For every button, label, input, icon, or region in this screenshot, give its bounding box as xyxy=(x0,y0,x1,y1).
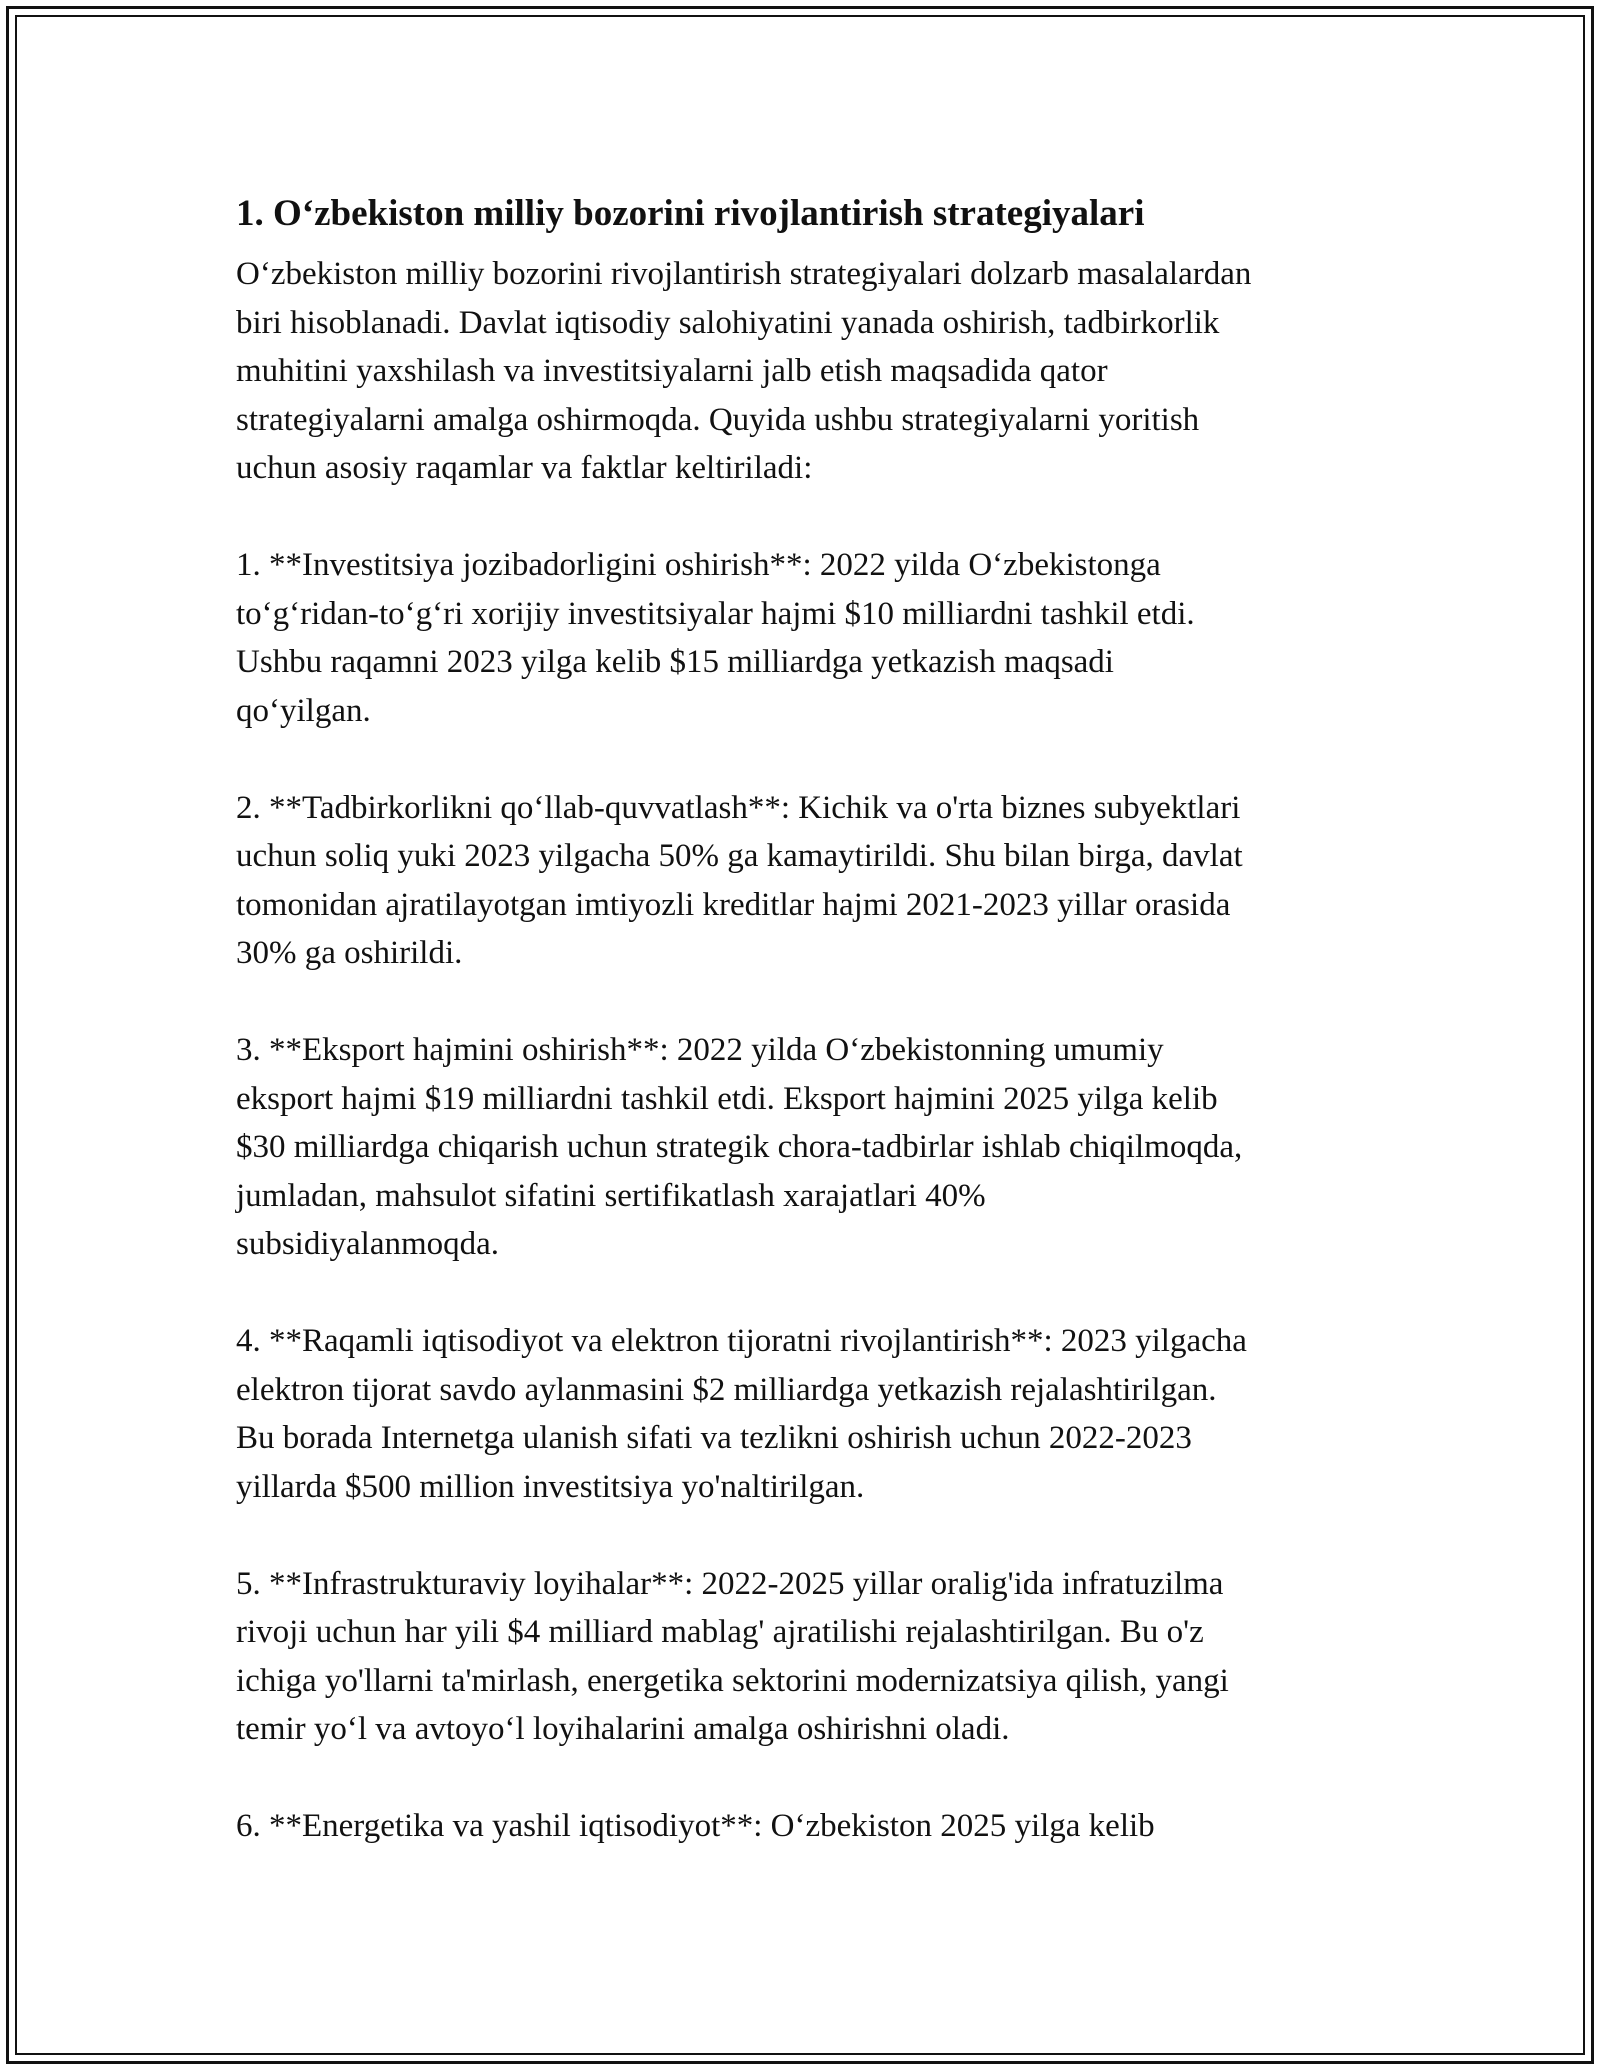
text-line: 3. **Eksport hajmini oshirish**: 2022 yilda O‘zbekistonning umumiy xyxy=(236,1032,1164,1068)
list-item-digital-economy xyxy=(236,1317,1376,1511)
text-line: qo‘yilgan. xyxy=(236,692,371,729)
text-line: elektron tijorat savdo aylanmasini $2 milliardga yetkazish rejalashtirilgan. xyxy=(236,1371,1217,1408)
list-item-export xyxy=(236,1026,1376,1269)
list-item-energy xyxy=(236,1802,1376,1851)
text-line: 6. **Energetika va yashil iqtisodiyot**: O‘zbekiston 2025 yilga kelib xyxy=(236,1808,1155,1844)
text-line: Ushbu raqamni 2023 yilga kelib $15 milliardga yetkazish maqsadi xyxy=(236,644,1114,680)
text-line: 2. **Tadbirkorlikni qo‘llab-quvvatlash**: Kichik va o'rta biznes subyektlari xyxy=(236,789,1241,826)
text-line: uchun soliq yuki 2023 yilgacha 50% ga kamaytirildi. Shu bilan birga, davlat xyxy=(236,838,1243,874)
text-line: jumladan, mahsulot sifatini sertifikatlash xarajatlari 40% xyxy=(236,1177,986,1214)
text-line: tomonidan ajratilayotgan imtiyozli kreditlar hajmi 2021-2023 yillar orasida xyxy=(236,886,1231,923)
text-line: 5. **Infrastrukturaviy loyihalar**: 2022-2025 yillar oralig'ida infratuzilma xyxy=(236,1565,1224,1602)
text-line: strategiyalarni amalga oshirmoqda. Quyida ushbu strategiyalarni yoritish xyxy=(236,401,1200,438)
list-item-investment xyxy=(236,541,1376,735)
text-line: 4. **Raqamli iqtisodiyot va elektron tijoratni rivojlantirish**: 2023 yilgacha xyxy=(236,1323,1247,1359)
text-line: $30 milliardga chiqarish uchun strategik chora-tadbirlar ishlab chiqilmoqda, xyxy=(236,1129,1243,1165)
list-item-entrepreneurship xyxy=(236,784,1376,978)
text-line: O‘zbekiston milliy bozorini rivojlantirish strategiyalari dolzarb masalalardan xyxy=(236,256,1252,292)
text-line: eksport hajmi $19 milliardni tashkil etdi. Eksport hajmini 2025 yilga kelib xyxy=(236,1080,1218,1117)
text-line: 1. **Investitsiya jozibadorligini oshirish**: 2022 yilda O‘zbekistonga xyxy=(236,547,1161,583)
text-line: muhitini yaxshilash va investitsiyalarni jalb etish maqsadida qator xyxy=(236,353,1108,389)
text-line: rivoji uchun har yili $4 milliard mablag' ajratilishi rejalashtirilgan. Bu o'z xyxy=(236,1614,1204,1650)
text-line: subsidiyalanmoqda. xyxy=(236,1226,500,1262)
list-item-infrastructure xyxy=(236,1560,1376,1754)
text-line: Bu borada Internetga ulanish sifati va tezlikni oshirish uchun 2022-2023 xyxy=(236,1420,1192,1456)
text-line: uchun asosiy raqamlar va faktlar keltiriladi: xyxy=(236,450,813,486)
text-line: temir yo‘l va avtoyo‘l loyihalarini amalga oshirishni oladi. xyxy=(236,1711,1010,1747)
intro-paragraph xyxy=(236,250,1376,493)
text-line: ichiga yo'llarni ta'mirlash, energetika sektorini modernizatsiya qilish, yangi xyxy=(236,1662,1229,1699)
text-line: biri hisoblanadi. Davlat iqtisodiy salohiyatini yanada oshirish, tadbirkorlik xyxy=(236,304,1220,341)
document-body xyxy=(236,186,1376,1899)
text-line: 30% ga oshirildi. xyxy=(236,935,463,971)
section-heading: 1. O‘zbekiston milliy bozorini rivojlantirish strategiyalari xyxy=(236,193,1145,234)
text-line: yillarda $500 million investitsiya yo'naltirilgan. xyxy=(236,1468,865,1505)
text-line: to‘g‘ridan-to‘g‘ri xorijiy investitsiyalar hajmi $10 milliardni tashkil etdi. xyxy=(236,595,1195,632)
